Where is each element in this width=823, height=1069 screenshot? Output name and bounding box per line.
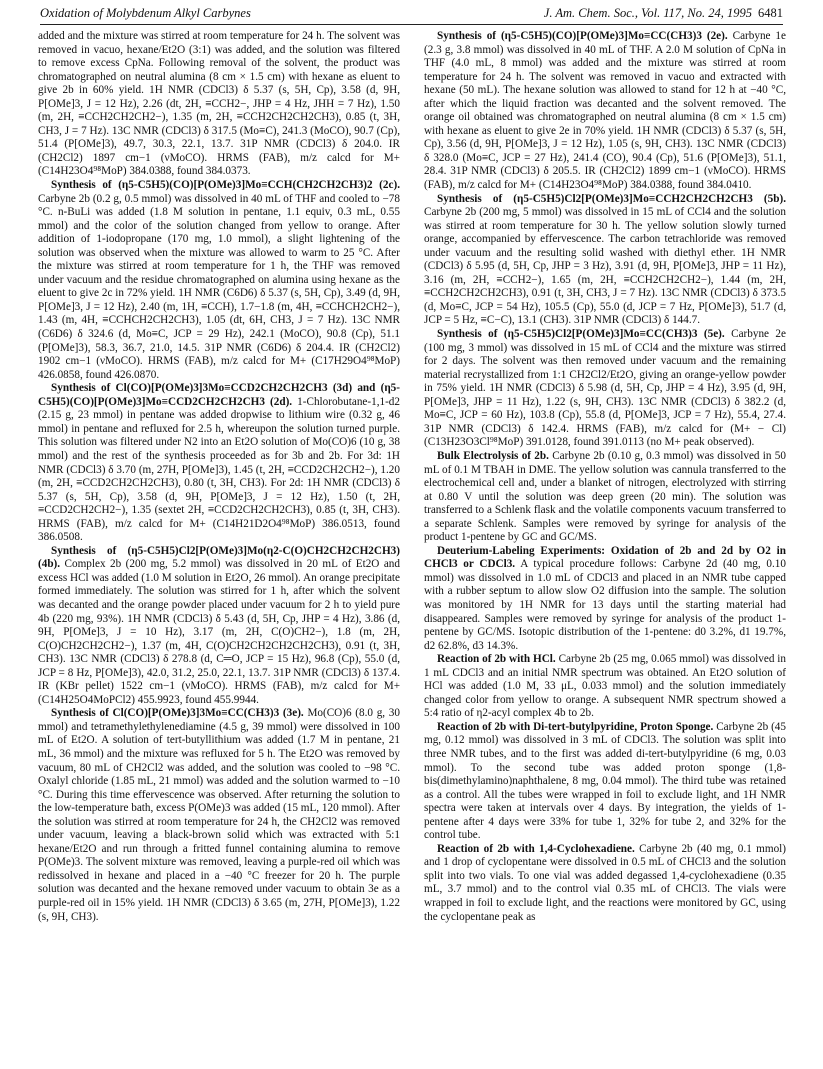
paragraph bbox=[424, 653, 786, 721]
paragraph-text: Carbyne 2b (0.10 g, 0.3 mmol) was dissolved in 50 mL of 0.1 M TBAH in DME. The yellow solution was cannula transferred to the electrochemical cell and, under a blanket of nitrogen, electrolyzed with stirring at 0.80 V until the solution was deep green (20 min). The solution was transferred to a Schlenk flask and the volatile components vacuum transferred to a separate Schlenk. Samples were removed by syringe for analysis of the product 1-pentene by GC and GC/MS. bbox=[424, 449, 786, 544]
journal-citation: J. Am. Chem. Soc., Vol. 117, No. 24, 1995 bbox=[543, 6, 752, 20]
paragraph-text: Carbyne 2b (0.2 g, 0.5 mmol) was dissolved in 40 mL of THF and cooled to −78 °C. n-BuLi was added (1.8 M solution in pentane, 1.1 equiv, 0.3 mL, 0.55 mmol) and the color of the solution changed from yellow to orange. After addition of 1-iodopropane (170 mg, 1.0 mmol), a slight lightening of the solution was observed when the mixture was allowed to warm to 25 °C. After the mixture was stirred at room temperature for 1 h, the THF was removed under vacuum and the residue chromatographed on alumina using hexane as the eluent to give 2c in 72% yield. 1H NMR (C6D6) δ 5.37 (s, 5H, Cp), 3.49 (d, 9H, P[OMe]3, J = 12 Hz), 2.40 (m, 1H, ≡CCH), 1.7−1.8 (m, 4H, ≡CCHCH2CH2−), 1.43 (m, 4H, ≡CCHCH2CH2CH3), 1.05 (dt, 6H, CH3, J = 7 Hz). 13C NMR (C6D6) δ 324.6 (d, Mo≡C, JCP = 29 Hz), 242.1 (MoCO), 90.8 (Cp), 51.1 (P[OMe]3), 58.3, 36.7, 21.0, 14.5. 31P NMR (C6D6) δ 204.4. IR (CH2Cl2) 1902 cm−1 (νMoCO). HRMS (FAB), m/z calcd for M+ (C17H29O4⁹⁸MoP) 426.0858, found 426.0870. bbox=[38, 192, 400, 381]
paragraph-text: Carbyne 2b (45 mg, 0.12 mmol) was dissolved in 3 mL of CDCl3. The solution was split into three NMR tubes, and to the first was added di-tert-butylpyridine (6 mg, 0.03 mmol). To the second tube was added proton sponge (1,8-bis(dimethylamino)naphthalene, 8 mg, 0.04 mmol). The third tube was retained as a control. All the tubes were wrapped in foil to exclude light, and 1H NMR spectra were taken at intervals over 4 days. By integration, the yields of 1-pentene after 4 days were 33% for tube 1, 32% for tube 2, and 32% for the control tube. bbox=[424, 720, 786, 842]
paragraph bbox=[38, 707, 400, 924]
paragraph-text: Carbyne 2b (200 mg, 5 mmol) was dissolved in 15 mL of CCl4 and the solution was stirred at room temperature for 30 h. The yellow solution slowly turned orange, accompanied by effervescence. The carbon tetrachloride was removed under vacuum and the resulting solid washed with diethyl ether. 1H NMR (CDCl3) δ 5.95 (d, 5H, Cp, JHP = 3 Hz), 3.91 (d, 9H, P[OMe]3, JHP = 11 Hz), 3.16 (m, 2H, ≡CCH2−), 1.65 (m, 2H, ≡CCH2CH2CH2−), 1.44 (m, 2H, ≡CCH2CH2CH2CH3), 0.91 (t, 3H, CH3, J = 7 Hz). 13C NMR (CDCl3) δ 373.5 (d, Mo≡C, JCP = 54 Hz), 105.5 (Cp), 55.0 (d, JCP = 7 Hz, P[OMe]3), 51.7 (d, JCP = 5 Hz, ≡C−C), 13.1 (CH3). 31P NMR (CDCl3) δ 144.7. bbox=[424, 206, 786, 327]
paragraph bbox=[38, 30, 400, 179]
paragraph bbox=[38, 545, 400, 708]
paragraph bbox=[424, 328, 786, 450]
header-rule bbox=[40, 24, 783, 25]
left-column bbox=[38, 30, 400, 1060]
paragraph bbox=[38, 179, 400, 382]
running-head-title: Oxidation of Molybdenum Alkyl Carbynes bbox=[40, 6, 251, 20]
paragraph-heading: Bulk Electrolysis of 2b. bbox=[437, 449, 549, 462]
paragraph-text: Carbyne 1e (2.3 g, 3.8 mmol) was dissolved in 40 mL of THF. A 2.0 M solution of CpNa in THF (4.0 mL, 8 mmol) was added and the mixture was stirred at room temperature for 24 h. The solvent was removed in vacuo and extracted with hexane (50 mL). The hexane solution was allowed to stand for 12 h at −40 °C, after which the liquid fraction was decanted and the solvent removed. The orange oil obtained was chromatographed on neutral alumina (8 cm × 1.5 cm) with hexane as eluent to give 2e in 70% yield. 1H NMR (CDCl3) δ 5.37 (s, 5H, Cp), 3.56 (d, 9H, P[OMe]3, J = 12 Hz), 1.05 (s, 9H, CH3). 13C NMR (CDCl3) δ 328.0 (Mo≡C, JCP = 27 Hz), 241.4 (CO), 90.4 (Cp), 51.6 (P[OMe]3), 51.1, 28.4. 31P NMR (CDCl3) δ 205.5. IR (CH2Cl2) 1899 cm−1 (νMoCO). HRMS (FAB), m/z calcd for M+ (C14H23O4⁹⁸MoP) 384.0388, found 384.0410. bbox=[424, 30, 786, 192]
paragraph-heading: Reaction of 2b with HCl. bbox=[437, 653, 556, 666]
paragraph-text: Mo(CO)6 (8.0 g, 30 mmol) and tetramethylethylenediamine (4.5 g, 39 mmol) were dissolved in 100 mL of Et2O. A solution of tert-butyllithium was added (1.7 M in pentane, 21 mL, 36 mmol) and the mixture was refluxed for 5 h. The Et2O was removed by vacuum, 80 mL of CH2Cl2 was added, and the solution was cooled to −98 °C. Oxalyl chloride (1.85 mL, 21 mmol) was added and the solution warmed to −10 °C. During this time effervescence was observed. After returning the solution to the low-temperature bath, excess P(OMe)3 was added (15 mL, 120 mmol). After the solution was stirred at room temperature for 24 h, the CH2Cl2 was removed under vacuum, leaving a black-brown solid which was extracted with 5:1 hexane/Et2O and run through a fritted funnel containing alumina to remove P(OMe)3. The solvent mixture was removed, leaving a purple-red oil which was redissolved in hexane and placed in a −40 °C freezer for 20 h. The purple solution was decanted and the hexane removed under vacuum to obtain 3e as a purple-red oil in 15% yield. 1H NMR (CDCl3) δ 3.65 (m, 27H, P[OMe]3), 1.22 (s, 9H, CH3). bbox=[38, 707, 400, 923]
paragraph-heading: Synthesis of (η5-C5H5)(CO)[P(OMe)3]Mo≡CCH(CH2CH2CH3)2 (2c). bbox=[51, 179, 400, 192]
right-column bbox=[424, 30, 786, 1060]
paragraph-text: A typical procedure follows: Carbyne 2d (40 mg, 0.10 mmol) was dissolved in 1.0 mL of CDCl3 and placed in an NMR tube capped with a rubber septum to allow slow O2 diffusion into the sample. The solution was monitored by 1H NMR for 13 days until the starting material had disappeared. Samples were removed by syringe for analysis of the product 1-pentene by GC/MS. Isotopic distribution of the 1-pentene: d0 3.2%, d1 19.7%, d2 62.8%, d3 14.3%. bbox=[424, 558, 786, 652]
paragraph-heading: Synthesis of Cl(CO)[P(OMe)3]3Mo≡CCD2CH2CH2CH3 (3d) and (η5-C5H5)(CO)[P(OMe)3]Mo≡CCD2CH2CH2CH3 (2d). bbox=[38, 382, 400, 408]
running-head-journal bbox=[544, 6, 783, 21]
paragraph-text: 1-Chlorobutane-1,1-d2 (2.15 g, 23 mmol) in pentane was added dropwise to lithium wire (0.32 g, 46 mmol) in pentane and refluxed for 2.5 h, whereupon the solution turned purple. This solution was filtered under N2 into an Et2O solution of Mo(CO)6 (10 g, 38 mmol) and the rest of the synthesis proceeded as for 3b and 2b. For 3d: 1H NMR (CDCl3) δ 3.70 (m, 27H, P[OMe]3), 1.45 (t, 2H, ≡CCD2CH2CH2−), 1.20 (m, 2H, ≡CCD2CH2CH2CH3), 0.80 (t, 3H, CH3). For 2d: 1H NMR (CDCl3) δ 5.37 (s, 5H, Cp), 3.58 (d, 9H, P[OMe]3, J = 12 Hz), 1.50 (t, 2H, ≡CCD2CH2CH2−), 1.35 (sextet 2H, ≡CCD2CH2CH2CH3), 0.85 (t, 3H, CH3). HRMS (FAB), m/z calcd for M+ (C14H21D2O4⁹⁸MoP) 386.0513, found 386.0508. bbox=[38, 395, 400, 544]
paragraph bbox=[424, 545, 786, 653]
paragraph bbox=[38, 382, 400, 545]
paragraph-heading: Reaction of 2b with Di-tert-butylpyridine, Proton Sponge. bbox=[437, 720, 714, 733]
paragraph bbox=[424, 30, 786, 193]
paragraph bbox=[424, 193, 786, 328]
paragraph-text: Carbyne 2b (40 mg, 0.1 mmol) and 1 drop of cyclopentane were dissolved in 0.5 mL of CHCl3 and the solution split into two vials. To one vial was added degassed 1,4-cyclohexadiene (0.35 mL, 3.7 mmol) and to the control vial 0.35 mL of CHCl3. The vials were wrapped in foil to exclude light, and the reactions were monitored by GC, using the cyclopentane peak as bbox=[424, 842, 786, 923]
paragraph-heading: Synthesis of (η5-C5H5)Cl2[P(OMe)3]Mo(η2-C(O)CH2CH2CH2CH3) (4b). bbox=[38, 544, 400, 571]
paragraph-heading: Deuterium-Labeling Experiments: Oxidation of 2b and 2d by O2 in CHCl3 or CDCl3. bbox=[424, 544, 786, 571]
page-number: 6481 bbox=[758, 6, 783, 20]
paragraph-heading: Synthesis of Cl(CO)[P(OMe)3]3Mo≡CC(CH3)3 (3e). bbox=[51, 707, 304, 720]
running-head bbox=[40, 6, 783, 26]
paragraph bbox=[424, 450, 786, 545]
paragraph bbox=[424, 721, 786, 843]
paragraph-text: added and the mixture was stirred at room temperature for 24 h. The solvent was removed in vacuo, hexane/Et2O (3:1) was added, and the solution was filtered to remove excess CpNa. Following removal of the solvent, the product was chromatographed on neutral alumina (8 cm × 1.5 cm) with hexane as eluent to give 2b in 60% yield. 1H NMR (CDCl3) δ 5.37 (s, 5H, Cp), 3.58 (d, 9H, P[OMe]3, J = 12 Hz), 2.26 (dt, 2H, ≡CCH2−, JHP = 4 Hz, JHH = 7 Hz), 1.50 (m, 2H, ≡CCH2CH2CH2−), 1.35 (m, 2H, ≡CCH2CH2CH2CH3), 0.85 (t, 3H, CH3, J = 7 Hz). 13C NMR (CDCl3) δ 317.5 (Mo≡C), 241.3 (MoCO), 90.7 (Cp), 51.4 (P[OMe]3), 49.7, 30.3, 22.1, 13.7. 31P NMR (CDCl3) δ 204.0. IR (CH2Cl2) 1897 cm−1 (νMoCO). HRMS (FAB), m/z calcd for M+ (C14H23O4⁹⁸MoP) 384.0388, found 384.0373. bbox=[38, 30, 400, 178]
paragraph-heading: Reaction of 2b with 1,4-Cyclohexadiene. bbox=[437, 842, 635, 855]
paragraph-text: Carbyne 2e (100 mg, 3 mmol) was dissolved in 15 mL of CCl4 and the mixture was stirred for 2 days. The solvent was then removed under vacuum and the remaining material recrystallized from 1:1 CH2Cl2/Et2O, giving an orange-yellow powder in 75% yield. 1H NMR (CDCl3) δ 5.98 (d, 5H, Cp, JHP = 4 Hz), 3.95 (d, 9H, P[OMe]3, JHP = 11 Hz), 1.22 (s, 9H, CH3). 13C NMR (CDCl3) δ 382.2 (d, Mo≡C, JCP = 60 Hz), 103.8 (Cp), 55.8 (d, P[OMe]3, JCP = 7 Hz), 55.4, 27.4. 31P NMR (CDCl3) δ 142.4. HRMS (FAB), m/z calcd for (M+ − Cl) (C13H23O3Cl⁹⁸MoP) 391.0128, found 391.0113 (no M+ peak observed). bbox=[424, 328, 786, 449]
paragraph-text: Complex 2b (200 mg, 5.2 mmol) was dissolved in 20 mL of Et2O and excess HCl was added (1.0 M solution in Et2O, 26 mmol). An orange precipitate formed immediately. The solution was stirred for 1 h, after which the solvent was decanted and the orange powder placed under vacuum for 2 h to yield pure 4b (220 mg, 93%). 1H NMR (CDCl3) δ 5.43 (d, 5H, Cp, JHP = 4 Hz), 3.86 (d, 9H, P[OMe]3, J = 10 Hz), 3.17 (m, 2H, C(O)CH2−), 1.8 (m, 2H, C(O)CH2CH2CH2−), 1.37 (m, 4H, C(O)CH2CH2CH2CH2CH3), 0.91 (t, 3H, CH3). 13C NMR (CDCl3) δ 278.8 (d, C═O, JCP = 15 Hz), 96.8 (Cp), 55.0 (d, JCP = 8 Hz, P[OMe]3), 42.0, 31.2, 25.0, 22.1, 13.7. 31P NMR (CDCl3) δ 137.4. IR (KBr pellet) 1522 cm−1 (νMoCO). HRMS (FAB), m/z calcd for M+ (C14H25O4MoPCl2) 455.9923, found 455.9944. bbox=[38, 558, 400, 706]
paragraph-text: Carbyne 2b (25 mg, 0.065 mmol) was dissolved in 1 mL CDCl3 and an initial NMR spectrum was obtained. An Et2O solution of HCl was added (1.0 M, 33 μL, 0.033 mmol) and the solution immediately changed color from yellow to orange. A subsequent NMR spectrum showed a 5:4 ratio of η2-acyl complex 4b to 2b. bbox=[424, 653, 786, 720]
paragraph-heading: Synthesis of (η5-C5H5)Cl2[P(OMe)3]Mo≡CCH2CH2CH2CH3 (5b). bbox=[437, 192, 786, 205]
paragraph bbox=[424, 843, 786, 924]
paragraph-heading: Synthesis of (η5-C5H5)Cl2[P(OMe)3]Mo≡CC(CH3)3 (5e). bbox=[437, 328, 725, 341]
paragraph-heading: Synthesis of (η5-C5H5)(CO)[P(OMe)3]Mo≡CC(CH3)3 (2e). bbox=[437, 30, 728, 42]
